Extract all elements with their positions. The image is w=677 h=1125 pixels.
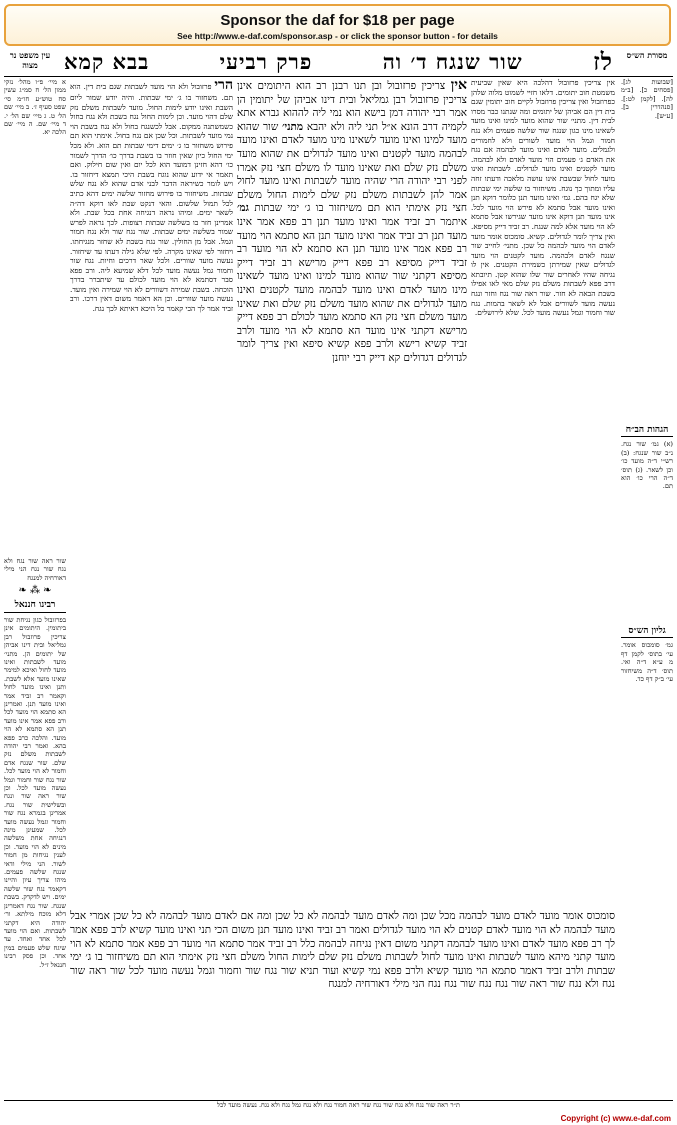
daf-number: לז: [593, 47, 613, 76]
gilyon-title: גליון הש״ס: [621, 627, 673, 638]
copyright-notice: Copyright (c) www.e-daf.com: [560, 1114, 671, 1123]
rashi-text: אין צריכין פרזובול דהלכה היא שאין שביעית משמטת חוב יתומים. דלאו חזיי לשמוט מלוה שלהן כפרוזבול ואין צריכין פרוזבול לקיים חוב יתומין שגם בית דין הם אביהן של יתומים ומה שנתנו כבר מסרו לבית דין. מתני׳ שור שהוא מועד למינו ואינו מועד לשאינו מינו כגון שנגח שור שלשה פעמים ולא נגח חמור וגמל הוי מועד לשורים ולא לחמורים ולגמלים. מועד לאדם ואינו מועד לבהמה אם נגח את האדם ג׳ פעמים הוי מועד לאדם ולא לבהמה. מועד לקטנים ואינו מועד לגדולים. לשבתות ואינו מועד לחול שבשבת אינו עושה מלאכה ודעתו זחה עליו ומתוך כך נוגח. משיחזור בו שלשה ימי שבתות שלא יגח בהם. גמ׳ ואינו מועד תנן כלומר דוקא תנן ואינו מועד אבל סתמא לא פירש הוי מועד לכל. אינו מועד תנן דוקא אינו מועד שגירשו אבל סתמא לא הוי מועד אלא למה שנגח. רב זביד דייק מסיפא. ואין צריך לומר לגדולים. קשיא. סומכוס אומר מועד לאדם הוי מועד לבהמה כל שכן. מתני׳ לחייב שור שנגח לאדם ולבהמה. מועד לקטנים הוי מועד לגדולים שאין שמירתן כשמירת הקטנים. אין לו נגיחה שהיו לאחרים שור שלו שהוא קטן. תיובתא דרב פפא לשבתות משלם נזק שלם מאי לאו אפילו בשבת הבאה לא חזר. שור ראה שור נגח וחזר ונגח נעשה מועד לשוורים אבל לא לשאר בהמות. נגח שור וחמור וגמל נעשה מועד לכל. שלא לירושלים.: [471, 78, 615, 318]
gemara-wide-text: סומכוס אומר מועד לאדם מועד לבהמה מכל שכן ומה לאדם מועד לבהמה לא כל שכן ומה אם לאדם מועד לבהמה לא כל שכן אמרי אבל מועד לבהמה לא הוי מועד לאדם קטנים לא הוי מועד לגדולים ואמר רב זביד ואינו מועד תנן משום הכי תני ואינו מועד קשיא לרב פפא אמר לך רב פפא מועד לאדם ואינו מועד לבהמה דקתני משום דאין נגיחה לבהמה כלל רב זביד אמר סתמא הוי מועד רב פפא אמר סתמא לא הוי מועד קתני מיהא מועד לשבתות ואינו מועד לחול לשבתות משלם נזק שלם לימות החול משלם חצי נזק אימתי הוא תם משיחזור בו ג׳ ימי שבתות ולרב זביד דאמר סתמא הוי מועד קשיא ולרב פפא נמי קשיא ועוד תניא שור נגח שור וחמור וגמל נעשה מועד לכל שור ראה שור נגח ולא נגח שור ראה שור נגח נגח שור נגח נגח הני מילי דאורחיה למנגח: [70, 910, 615, 991]
left-margin-column: [4, 78, 66, 1112]
gemara-marker: גמ׳: [237, 202, 249, 215]
footer-note: ת״ר ראה שור נגח ולא נגח שור נגח שור ראה חמור נגח ולא נגח גמל נגח ולא נגח. נעשה מועד לכל: [4, 1100, 673, 1112]
mishnah-text: שור שהוא מועד למינו ואינו מועד לשאינו מינו מועד לאדם ואינו מועד לבהמה מועד לקטנים ואינו מועד לגדולים את שהוא מועד משלם נזק שלם ואת שאינו מועד לו משלם חצי נזק אמרו לפני רבי יהודה הרי שהיה מועד לשבתות ואינו מועד לחול אמר להן לשבתות משלם נזק שלם לימות החול משלם חצי נזק אימתי הוא תם משיחזור בו ג׳ ימי שבתות: [237, 120, 467, 215]
gemara-intro: צריכין פרזובול ובן תנו רבנן רב הוא היתומים אינן צריכין פרזובול רבן גמליאל ובית דינו אביהן של יתומין הן אמר רבי יהודה דמן בישא הוא נמי ליה לההוא גברא אתא לקמיה דרב הונא א״ל תני ליה ולא יהבא: [237, 80, 467, 133]
masoret-hashas-notes: [שבועות לג]. [פסחים כ]. [ב״מ לה]. [לקמן לט:]. [סנהדרין ב]. [ע״ש].: [621, 78, 673, 120]
ein-mishpat-label: עין משפט נר מצוה: [9, 50, 51, 70]
mishnah-marker: מתני׳: [282, 120, 303, 133]
haghot-text: (א) גמ׳ שור נגח. נ״ב שור שנגח: (ב) רש״י ד״ה מועד כו׳ וכן לשאר. (ג) תוס׳ ד״ה הרי כו׳ הוא תם.: [621, 440, 673, 491]
sponsor-subtitle[interactable]: See http://www.e-daf.com/sponsor.asp - or click the sponsor button - for details: [177, 31, 498, 41]
chapter-title: שור שנגח ד׳ וה: [382, 49, 523, 74]
page-header: [4, 48, 673, 77]
gemara-lead-word: אין: [450, 78, 467, 93]
tosafot-lead-word: הרי: [214, 78, 233, 93]
tosafot-column: [70, 78, 233, 1112]
masoret-hashas-label: מסורת הש״ס: [626, 50, 668, 60]
haghot-title: הגהות הב״ח: [621, 426, 673, 437]
sponsor-banner[interactable]: [4, 4, 671, 46]
sponsor-title[interactable]: Sponsor the daf for $18 per page: [220, 12, 455, 29]
tractate-name: בבא קמא: [64, 49, 150, 74]
gemara-column: [237, 78, 467, 896]
gemara-text: איתמר רב זביד אמר ואינו מועד תנן רב פפא אמר אינו מועד תנן רב זביד אמר ואינו מועד תנן הא סתמא הוי מועד רב פפא אמר אינו מועד תנן הא סתמא לא הוי מועד רב זביד דייק מסיפא רב פפא דייק מרישא רב זביד דייק מסיפא דקתני שור שהוא מועד למינו ואינו מועד לשאינו מינו מועד לאדם ואינו מועד לבהמה מועד לקטנים ואינו מועד לגדולים את שהוא מועד משלם נזק שלם ואת שאינו מועד משלם חצי נזק הא סתמא מועד לכולם רב פפא דייק מרישא דקתני אינו מועד הא סתמא לא הוי מועד ולרב זביד קשיא רישא ולרב פפא קשיא סיפא ואין צריך לומר לגדולים דגדולים קא דייק רבי יוחנן: [237, 215, 467, 364]
gilyon-text: גמ׳ סומכוס אומר. עי׳ בתוס׳ לקמן דף מ ע״א ד״ה ואי. תוס׳ ד״ה משיחזור עי׳ ב״ק דף כד.: [621, 641, 673, 683]
talmud-page: [4, 48, 673, 1112]
right-margin-column: [621, 78, 673, 1112]
running-head: [64, 48, 613, 76]
rabbenu-chananel-text: בפרזובול כגון נגיחת שור ביתומין. היתומים אינן צריכין פרוזבול רבן גמליאל ובית דינו אביהן של יתומים הן. מתני׳ מועד לשבתות ואינו מועד לחול ואיכא למימר שאינו מועד אלא לשבת. ותנן ואינו מועד לחול וקאמר רב זביד אמר ואינו מועד תנן. ואמרינן הא סתמא הוי מועד לכל ורב פפא אמר אינו מועד תנן הא סתמא לא הוי מועד. והלכה כרב פפא בהא. ואמר רבי יהודה לשבתות משלם נזק שלם. שור שנגח אדם וחמור לא הוי מועד לכל. שור נגח שור וחמור וגמל נעשה מועד לכל. וכן שור ראה שור ונגח ובשלישית שור נגח. אמרינן בגמרא נגח שור וחמור וגמל נעשה מועד לכל. שמעינן מינה דנגיחה אחת משלשה מינים לא הוי מועד. וכן לענין נגיחות מן חמור לשור. הני מילי ודאי שנגח שלשה פעמים. מיהו צריך עיון והיינו דקאמר נגח שור שלשה ימים. ויש לדקדק. בשבת שנגח. שור נגח דאמרינן דלא מוכח מילתא. ור׳ יהודה היא דקתני לשבתות. ואם הוי מועד לכל אחד ואחד. עד שיגח שלש פעמים במין אחד. וכן פסק רבינו חננאל ז״ל.: [4, 615, 66, 969]
ornament-divider: ❧ ⁂ ❧: [18, 585, 52, 597]
left-margin-note: שור ראה שור נגח ולא נגח שור נגח הני מילי דאורחיה למנגח: [4, 556, 66, 582]
tosafot-text: פרזובול ולא הוי מועד לשבתות שגם בית דין. הוא תם. משחזור בו ג׳ ימי שבתות. והיה יודע שמור ליום השבת ואינו יודע לימות החול. מועד לשבתות משלם נזק שלם דהוי מועד. וכן לימות החול נגח בשבת ולא נגח בחול כשמשתנה ממקום. אבל לכשנגח בחול ולא נגח בשבת הוי נמי מועד לשבתות. וכל שכן אם נגח בחול. אימתי הוא תם פירוש משחזור בו ג׳ ימים דימי שבתות תם הוא. ולא מכל ימי החול כיון שאין חוזר בו בשבת בדרך כו׳ הדרך לשמור כו׳ דהא חזינן דמועד הוא לכל יום ואין שום חילוק. ואם תאמר אי ידוע שהוא נוגח בשבת היכי תמצא דיחזור בו. ויש לומר כשיראה הדבר לבני אדם שהוא לא נגח שלש שבתות. משיחזור בו פירוש מחזור שלשה ימים דהא כתיב לכל תמול שלשום. והאי דנקט שבת לאו דוקא דה״ה לשאר ימים. ומיהו נראה דנגיחה אחת בכל שבת. ולא אמרינן חזר בו בשלשה שבתות רצופות. לכך נראה לפרש שמור בשלשה ימים שבתות. שור נגח שור ולא נגח חמור וגמל. אבל מן החולין. שור נגח בשבת לא שחזר מנגיחתו. ויחזור לפי שאינו מקרה. לפי שלא גילה דעתו עד שיחזור. נעשה מועד שוורים. ולכל שאר דרכים וחיות. נגח שור וחמור גמל נעשה מועד לכל דלא שמיעא ליה. ורב פפא סבר דסתמא לא הוי מועד לכולם עד שיתברר בדרך הוכחה. בשבת שמירה דשוורים לא הוי שמירה ואין מועד. נעשה מועד שוורים. וכן הא דאמר משום דאין דרכו. ורב זביד אמר לך הכי קאמר כל היכא דאיתא לכך נגח.: [70, 82, 233, 314]
ein-mishpat-text: א מיי׳ פ״ו מהל׳ נזקי ממון הל׳ ח סמ״ג עשין סח טוש״ע חו״מ סי׳ שפט סעיף ז׳. ב מיי׳ שם הל׳ ט. ג מיי׳ שם הל׳ י. ד מיי׳ שם. ה מיי׳ שם הלכה יא.: [4, 78, 66, 137]
rabbenu-chananel-title: רבינו חננאל: [4, 601, 66, 612]
chapter-name: פרק רביעי: [219, 49, 313, 74]
